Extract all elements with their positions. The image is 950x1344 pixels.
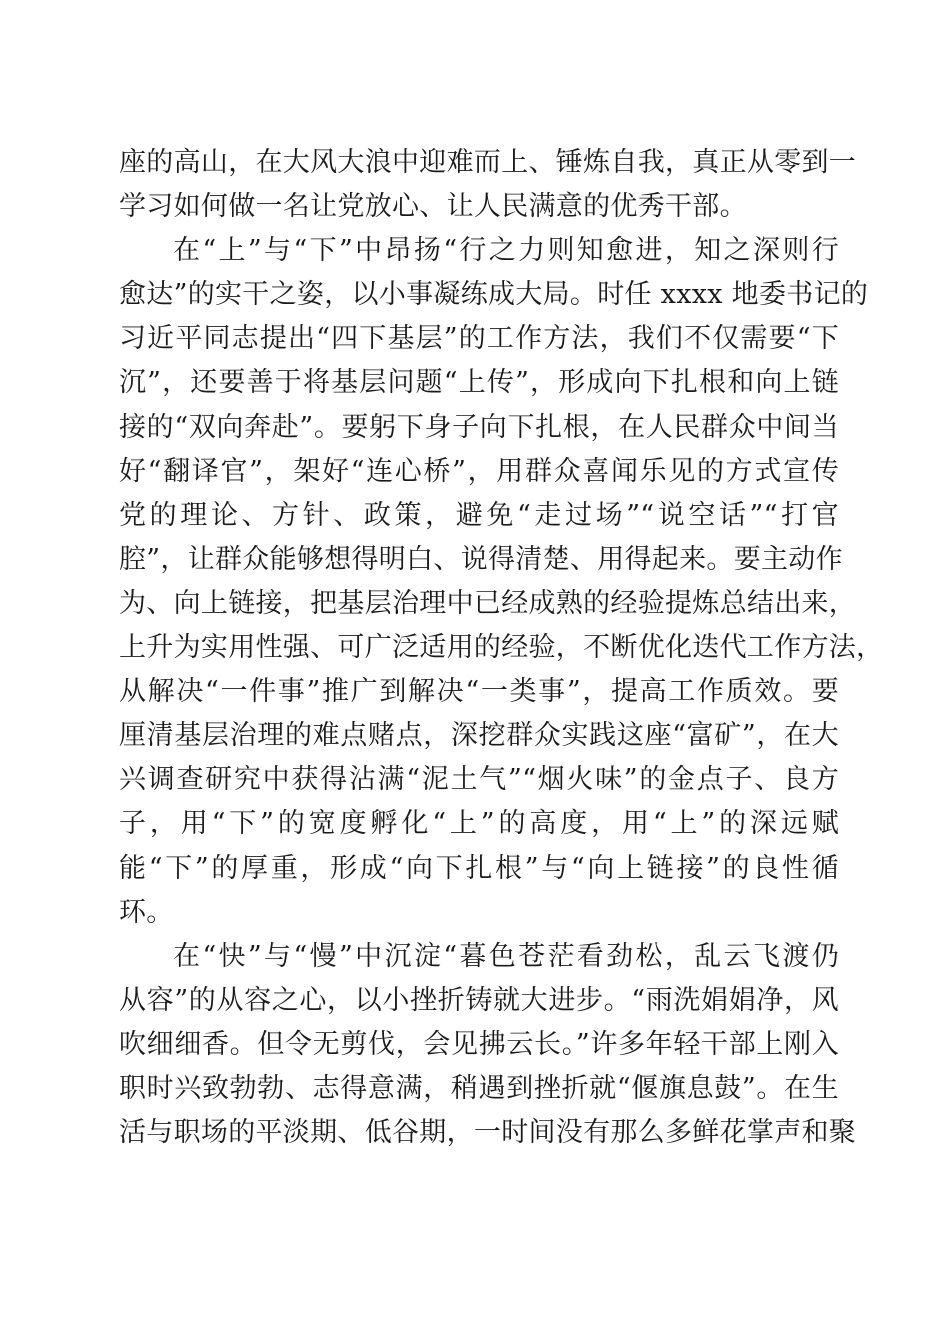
text-line: 习近平同志提出“四下基层”的工作方法，我们不仅需要“下 [119, 323, 839, 355]
text-line: 职时兴致勃勃、志得意满，稍遇到挫折就“偃旗息鼓”。在生 [119, 1072, 839, 1104]
paragraph-first-line: 在“上”与“下”中昂扬“行之力则知愈进，知之深则行 [173, 235, 839, 267]
text-line: 沉”，还要善于将基层问题“上传”，形成向下扎根和向上链 [119, 367, 839, 399]
text-line: 从容”的从容之心，以小挫折铸就大进步。“雨洗娟娟净，风 [119, 984, 839, 1016]
text-line: 座的高山，在大风大浪中迎难而上、锤炼自我，真正从零到一 [119, 147, 857, 178]
text-line: 好“翻译官”，架好“连心桥”，用群众喜闻乐见的方式宣传 [119, 455, 839, 487]
body-text [119, 141, 884, 1155]
text-line: 吹细细香。但令无剪伐，会见拂云长。”许多年轻干部上刚入 [119, 1028, 839, 1060]
text-line: 厘清基层治理的难点赌点，深挖群众实践这座“富矿”，在大 [119, 720, 839, 752]
text-line: 腔”，让群众能够想得明白、说得清楚、用得起来。要主动作 [119, 543, 843, 575]
text-line: 为、向上链接，把基层治理中已经成熟的经验提炼总结出来， [119, 587, 857, 619]
text-line: 兴调查研究中获得沾满“泥土气”“烟火味”的金点子、良方 [119, 764, 839, 796]
text-line: 子，用“下”的宽度孵化“上”的高度，用“上”的深远赋 [119, 808, 839, 840]
text-line: 环。 [119, 896, 174, 928]
paragraph-first-line: 在“快”与“慢”中沉淀“暮色苍茫看劲松，乱云飞渡仍 [173, 940, 839, 972]
text-line: 党的理论、方针、政策，避免“走过场”“说空话”“打官 [119, 499, 839, 531]
text-line: 学习如何做一名让党放心、让人民满意的优秀干部。 [119, 191, 747, 223]
text-line: 接的“双向奔赴”。要躬下身子向下扎根，在人民群众中间当 [119, 411, 839, 443]
text-line: 愈达”的实干之姿，以小事凝练成大局。时任 xxxx 地委书记的 [119, 279, 869, 311]
text-line: 活与职场的平淡期、低谷期，一时间没有那么多鲜花掌声和聚 [119, 1117, 857, 1149]
text-line: 上升为实用性强、可广泛适用的经验，不断优化迭代工作方法， [119, 632, 884, 664]
text-line: 从解决“一件事”推广到解决“一类事”，提高工作质效。要 [119, 676, 839, 708]
text-line: 能“下”的厚重，形成“向下扎根”与“向上链接”的良性循 [119, 852, 839, 884]
